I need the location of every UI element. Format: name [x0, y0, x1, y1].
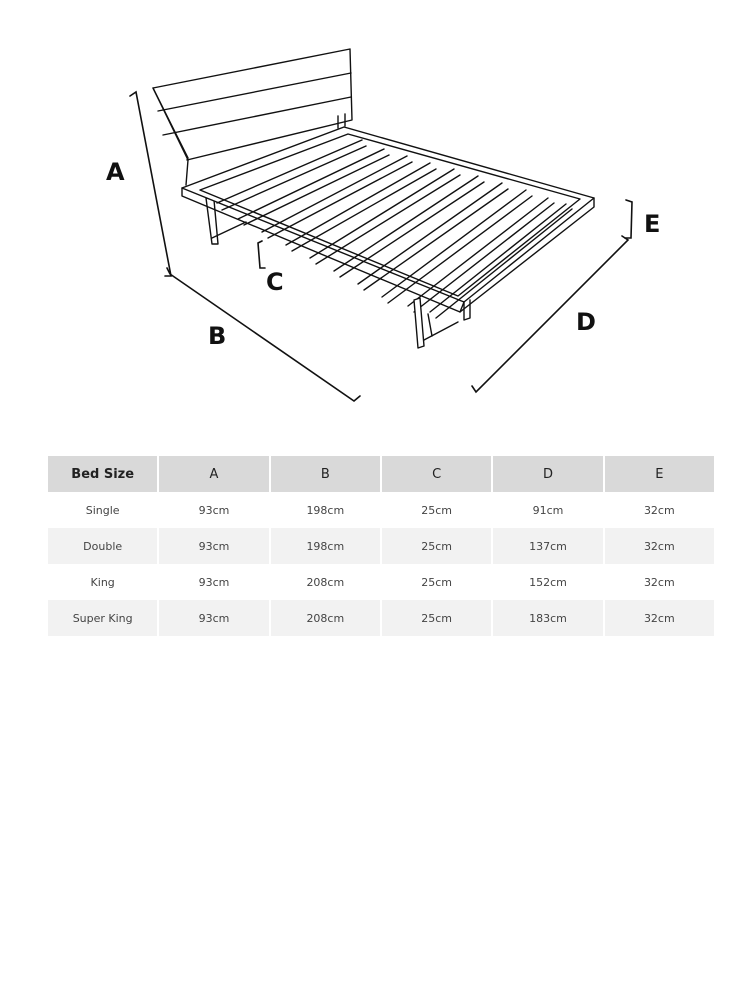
table-cell: 32cm [643, 575, 675, 589]
table-cell: 183cm [493, 600, 602, 636]
table-row-double [48, 528, 714, 564]
table-cell: 208cm [271, 600, 380, 636]
table-cell: 198cm [306, 503, 345, 517]
column-header-c: C [382, 456, 491, 492]
table-cell: Super King [48, 600, 157, 636]
column-header-a: A [159, 456, 268, 492]
table-cell: 208cm [306, 575, 345, 589]
table-cell: King [90, 575, 115, 589]
table-cell: 137cm [493, 528, 602, 564]
column-header-b: B [271, 456, 380, 492]
table-cell: 25cm [382, 600, 491, 636]
dimension-line-e [625, 200, 632, 238]
table-cell: 93cm [159, 528, 268, 564]
column-header-e: E [605, 456, 714, 492]
bed-illustration [0, 0, 750, 420]
dimension-label-b: B [208, 322, 227, 350]
dimension-label-c: C [266, 268, 284, 296]
table-row-single [48, 492, 714, 528]
dimension-line-a [130, 92, 171, 276]
back-leg [206, 198, 218, 244]
bed-size-table [46, 456, 716, 636]
table-cell: 32cm [605, 528, 714, 564]
table-cell: 93cm [159, 600, 268, 636]
table-cell: 93cm [198, 503, 230, 517]
table-cell: Double [48, 528, 157, 564]
column-header-d: D [493, 456, 602, 492]
table-cell: 198cm [271, 528, 380, 564]
bed-dimension-diagram [0, 0, 750, 420]
table-row-king [48, 564, 714, 600]
dimension-line-c [258, 241, 265, 268]
table-row-super-king [48, 600, 714, 636]
table-cell: 32cm [605, 600, 714, 636]
table-cell: Single [85, 503, 120, 517]
table-cell: 25cm [382, 528, 491, 564]
dimension-label-d: D [576, 308, 596, 336]
dimension-line-b [167, 268, 360, 401]
dimension-label-e: E [644, 210, 661, 238]
table-cell: 25cm [421, 503, 453, 517]
table-cell: 32cm [643, 503, 675, 517]
table-cell: 25cm [421, 575, 453, 589]
column-header-bed-size: Bed Size [48, 456, 157, 492]
table-cell: 93cm [198, 575, 230, 589]
dimension-label-a: A [106, 158, 125, 186]
table-cell: 152cm [529, 575, 567, 589]
table-header-row [48, 456, 714, 492]
table-cell: 91cm [532, 503, 564, 517]
